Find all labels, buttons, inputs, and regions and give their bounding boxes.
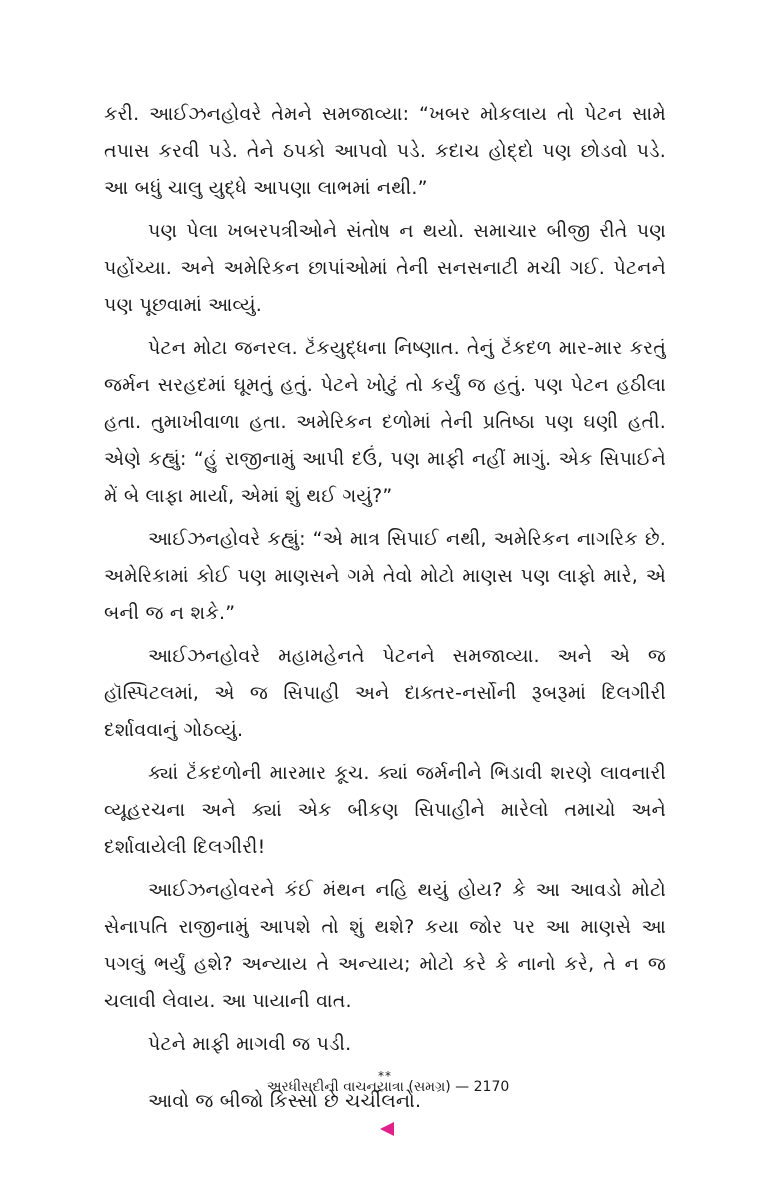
paragraph-final: આવો જ બીજો કિસ્સો છે ચર્ચીલનો. [148, 1090, 422, 1112]
paragraph-6: ક્યાં ટૅંકદળોની મારમાર કૂચ. ક્યાં જર્મનીને ભિડાવી શરણે લાવનારી વ્યૂહરચના અને ક્યાં એક બીકણ સિપાહીને મારેલો તમાચો અને દર્શાવાયેલી દિલગીરી! [104, 762, 666, 858]
page-footer: અરધીસદીની વાચનયાત્રા (સમગ્ર) — 2170 [266, 1079, 510, 1095]
page-text [104, 96, 666, 1126]
paragraph-4: આઈઝનહોવરે કહ્યું: “એ માત્ર સિપાઈ નથી, અમેરિકન નાગરિક છે. અમેરિકામાં કોઈ પણ માણસને ગમે તેવો મોટો માણસ પણ લાફો મારે, એ બની જ ન શકે.” [104, 528, 666, 624]
paragraph-2: પણ પેલા ખબરપત્રીઓને સંતોષ ન થયો. સમાચાર બીજી રીતે પણ પહોંચ્યા. અને અમેરિકન છાપાંઓમાં તેની સનસનાટી મચી ગઈ. પેટનને પણ પૂછવામાં આવ્યું. [104, 220, 666, 316]
paragraph-3: પેટન મોટા જનરલ. ટૅંકયુદ્ધના નિષ્ણાત. તેનું ટૅંકદળ માર-માર કરતું જર્મન સરહદમાં ઘૂમતું હતું. પેટને ખોટું તો કર્યું જ હતું. પણ પેટન હઠીલા હતા. તુમાખીવાળા હતા. અમેરિકન દળોમાં તેની પ્રતિષ્ઠા પણ ઘણી હતી. એણે કહ્યું: “હું રાજીનામું આપી દઉં, પણ માફી નહીં માગું. એક સિપાઈને મેં બે લાફા માર્યા, એમાં શું થઈ ગયું?” [104, 337, 666, 507]
paragraph-5: આઈઝનહોવરે મહામહેનતે પેટનને સમજાવ્યા. અને એ જ હૉસ્પિટલમાં, એ જ સિપાહી અને દાક્તર-નર્સોની રૂબરૂમાં દિલગીરી દર્શાવવાનું ગોઠવ્યું. [104, 645, 666, 741]
paragraph-7: આઈઝનહોવરને કંઈ મંથન નહિ થયું હોય? કે આ આવડો મોટો સેનાપતિ રાજીનામું આપશે તો શું થશે? કયા જોર પર આ માણસે આ પગલું ભર્યું હશે? અન્યાય તે અન્યાય; મોટો કરે કે નાનો કરે, તે ન જ ચલાવી લેવાય. આ પાયાની વાત. [104, 879, 666, 1012]
triangle-left-icon[interactable] [380, 1122, 394, 1136]
section-separator: ** [378, 1069, 392, 1083]
paragraph-1: કરી. આઈઝનહોવરે તેમને સમજાવ્યા: “ખબર મોકલાય તો પેટન સામે તપાસ કરવી પડે. તેને ઠપકો આપવો પડે. કદાચ હોદ્દો પણ છોડવો પડે. આ બધું ચાલુ યુદ્ધે આપણા લાભમાં નથી.” [104, 103, 666, 199]
paragraph-8: પેટને માફી માગવી જ પડી. [148, 1033, 352, 1055]
